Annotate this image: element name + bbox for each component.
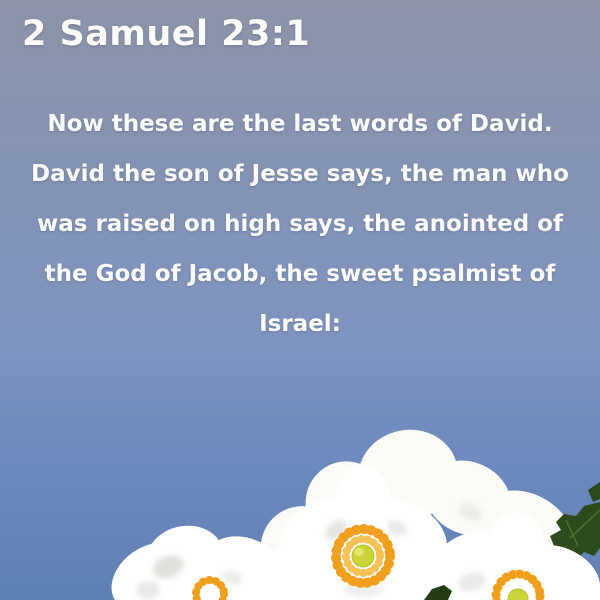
verse-line-3: was raised on high says, the anointed of bbox=[37, 211, 563, 237]
verse-reference-title: 2 Samuel 23:1 bbox=[22, 14, 311, 54]
leaf-small bbox=[588, 482, 600, 502]
front-pistil-highlight bbox=[354, 548, 364, 556]
verse-text-block bbox=[20, 99, 580, 349]
verse-line-5: Israel: bbox=[259, 311, 341, 337]
verse-line-4: the God of Jacob, the sweet psalmist of bbox=[44, 261, 556, 287]
anemone-flowers-illustration bbox=[0, 370, 600, 600]
verse-line-2: David the son of Jesse says, the man who bbox=[31, 161, 569, 187]
front-pistil bbox=[352, 545, 374, 567]
verse-line-1: Now these are the last words of David. bbox=[47, 111, 553, 137]
